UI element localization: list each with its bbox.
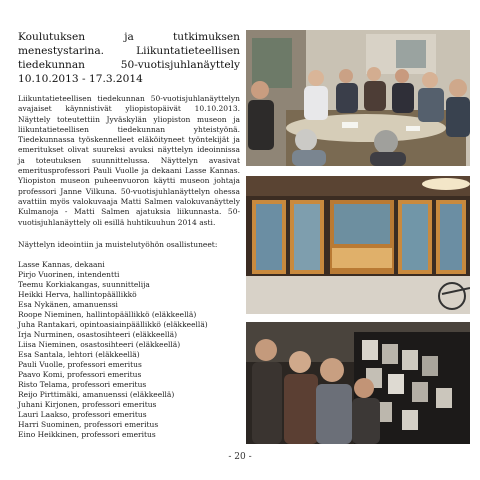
list-item: Teemu Korkiakangas, suunnittelija (18, 279, 150, 289)
participants-heading: Näyttelyn ideointiin ja muistelutyöhön osallistuneet: (18, 239, 218, 249)
list-item: Eino Heikkinen, professori emeritus (18, 429, 156, 439)
article-body: Liikuntatieteellisen tiedekunnan 50-vuotisjuhlanäyttelyn avajaiset käynnistivät yliopistopäivät 10.10.2013. Näyttely toteutettiin Jyväskylän yliopiston museon ja liikuntatieteellisen tiedekunnan yhteistyönä. Tiedekunnassa työskennelleet eläköityneet työntekijät ja emeritukset olivat suureksi avuksi näyttelyn ideoinnissa ja toteutuksen suunnittelussa. Näyttelyn avasivat emeritusprofessori Pauli Vuolle ja dekaani Lasse Kannas. Yliopiston museon puheenvuoron käytti museon johtaja professori Janne Vilkuna. 50-vuotisjuhlanäyttelyn ohessa avattiin myös valokuvaaja Matti Salmen valokuvanäyttely Kulmanoja - Matti Salmen ajatuksia liikunnasta. 50-vuotisjuhlanäyttely oli esillä huhtikuuhun 2014 asti. (18, 94, 240, 227)
participants-list (18, 260, 240, 440)
exhibition-showcase-photo (246, 176, 470, 314)
list-item: Harri Suominen, professori emeritus (18, 419, 159, 429)
list-item: Pauli Vuolle, professori emeritus (18, 359, 142, 369)
list-item: Roope Nieminen, hallintopäällikkö (eläkkeellä) (18, 309, 197, 319)
list-item: Paavo Komi, professori emeritus (18, 369, 142, 379)
list-item: Juha Rantakari, opintoasiainpäällikkö (eläkkeellä) (18, 319, 208, 329)
page-number: - 20 - (228, 452, 252, 462)
audience-photo (246, 322, 470, 444)
list-item: Pirjo Vuorinen, intendentti (18, 269, 120, 279)
meeting-photo (246, 30, 470, 166)
list-item: Reijo Pirttimäki, amanuenssi (eläkkeellä) (18, 389, 175, 399)
article (18, 30, 240, 440)
list-item: Juhani Kirjonen, professori emeritus (18, 399, 157, 409)
list-item: Lauri Laakso, professori emeritus (18, 409, 147, 419)
article-title: Koulutuksen ja tutkimuksen menestystarina. Liikuntatieteellisen tiedekunnan 50-vuotisjuhlanäyttely 10.10.2013 - 17.3.2014 (18, 31, 240, 85)
list-item: Risto Telama, professori emeritus (18, 379, 147, 389)
list-item: Liisa Nieminen, osastosihteeri (eläkkeellä) (18, 339, 181, 349)
list-item: Esa Santala, lehtori (eläkkeellä) (18, 349, 140, 359)
list-item: Irja Nurminen, osastosihteeri (eläkkeellä) (18, 329, 178, 339)
list-item: Heikki Herva, hallintopäällikkö (18, 289, 137, 299)
list-item: Lasse Kannas, dekaani (18, 259, 105, 269)
list-item: Esa Nykänen, amanuenssi (18, 299, 118, 309)
